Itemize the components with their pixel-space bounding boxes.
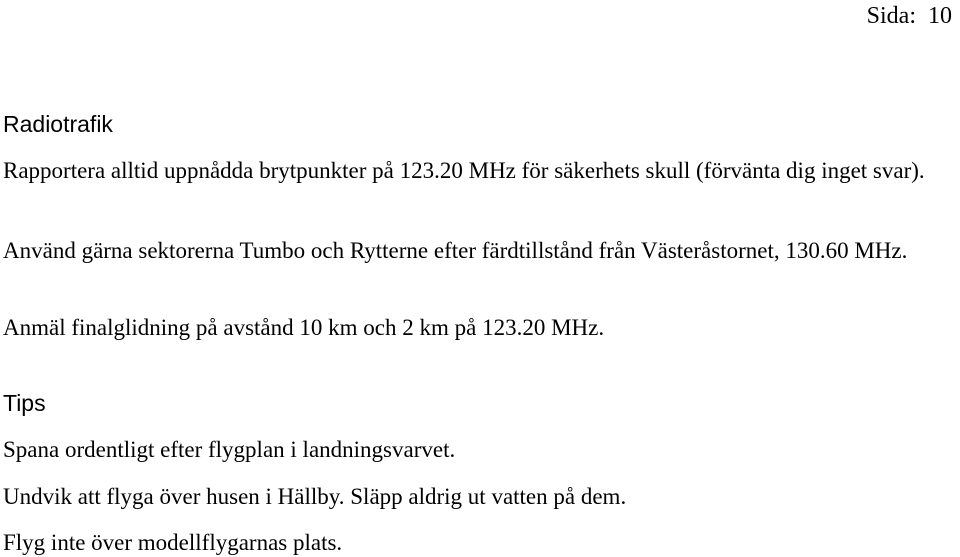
section-heading-tips: Tips [3,390,46,416]
paragraph-anvand-sektorerna: Använd gärna sektorerna Tumbo och Rytterne efter färdtillstånd från Västeråstornet, 130.60 MHz. [3,238,908,263]
section-heading-radiotrafik: Radiotrafik [3,111,113,137]
paragraph-rapportera: Rapportera alltid uppnådda brytpunkter på 123.20 MHz för säkerhets skull (förvänta dig inget svar). [3,158,925,183]
paragraph-flyg-inte: Flyg inte över modellflygarnas plats. [3,530,343,555]
page-number [867,2,952,30]
page-label: Sida: [866,3,916,29]
paragraph-anmal-finalglidning: Anmäl finalglidning på avstånd 10 km och 2 km på 123.20 MHz. [3,315,605,340]
page-number-value: 10 [928,3,952,29]
paragraph-undvik: Undvik att flyga över husen i Hällby. Släpp aldrig ut vatten på dem. [3,484,627,509]
paragraph-spana: Spana ordentligt efter flygplan i landningsvarvet. [3,437,456,462]
